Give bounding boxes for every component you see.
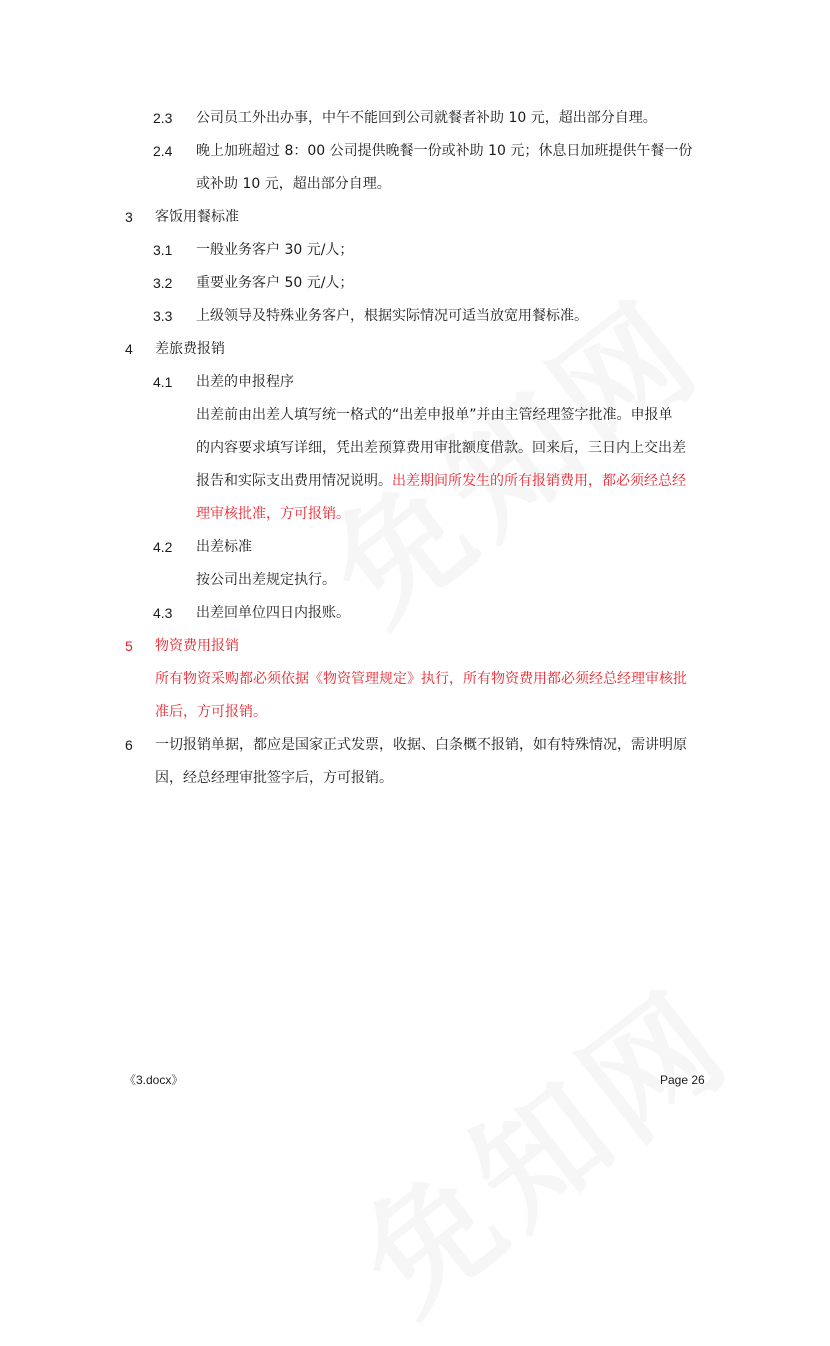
highlight-text: 所有物资采购都必须依据《物资管理规定》执行，所有物资费用都必须经总经理审核批 <box>155 671 687 687</box>
paragraph-line: 按公司出差规定执行。 <box>196 572 336 588</box>
footer-page-number: Page 26 <box>660 1073 705 1087</box>
paragraph-line: 出差前由出差人填写统一格式的“出差申报单”并由主管经理签字批准。申报单 <box>196 407 673 423</box>
item-number: 3.2 <box>153 275 173 291</box>
section-title: 物资费用报销 <box>155 638 239 654</box>
item-number: 4.1 <box>153 374 173 390</box>
item-number: 2.3 <box>153 110 173 126</box>
section-number: 6 <box>125 737 133 753</box>
highlight-text: 出差期间所发生的所有报销费用，都必须经总经 <box>392 473 686 489</box>
paragraph-line: 的内容要求填写详细，凭出差预算费用审批额度借款。回来后，三日内上交出差 <box>196 440 686 456</box>
item-text: 一般业务客户 30 元/人； <box>196 242 354 258</box>
section-number: 5 <box>125 638 133 654</box>
item-text: 上级领导及特殊业务客户，根据实际情况可适当放宽用餐标准。 <box>196 308 588 324</box>
item-number: 4.3 <box>153 605 173 621</box>
highlight-text: 理审核批准，方可报销。 <box>196 506 350 522</box>
item-text: 晚上加班超过 8：00 公司提供晚餐一份或补助 10 元；休息日加班提供午餐一份 <box>196 143 693 159</box>
item-text: 出差标准 <box>196 539 252 555</box>
section-text: 一切报销单据，都应是国家正式发票，收据、白条概不报销，如有特殊情况，需讲明原 <box>155 737 687 753</box>
section-title: 差旅费报销 <box>155 341 225 357</box>
item-number: 3.3 <box>153 308 173 324</box>
item-number: 2.4 <box>153 143 173 159</box>
section-number: 3 <box>125 209 133 225</box>
item-text: 重要业务客户 50 元/人； <box>196 275 354 291</box>
footer-filename: 《3.docx》 <box>124 1073 184 1087</box>
section-title: 客饭用餐标准 <box>155 209 239 225</box>
item-text: 或补助 10 元，超出部分自理。 <box>196 176 391 192</box>
paragraph-line <box>196 471 686 491</box>
watermark-bottom <box>317 941 763 1346</box>
section-text: 因，经总经理审批签字后，方可报销。 <box>155 770 393 786</box>
item-number: 4.2 <box>153 539 173 555</box>
section-number: 4 <box>125 341 133 357</box>
item-text: 出差的申报程序 <box>196 374 294 390</box>
item-text: 公司员工外出办事，中午不能回到公司就餐者补助 10 元，超出部分自理。 <box>196 110 657 126</box>
item-text: 出差回单位四日内报账。 <box>196 605 350 621</box>
item-number: 3.1 <box>153 242 173 258</box>
paragraph-text: 报告和实际支出费用情况说明。 <box>196 473 392 489</box>
highlight-text: 准后，方可报销。 <box>155 704 267 720</box>
